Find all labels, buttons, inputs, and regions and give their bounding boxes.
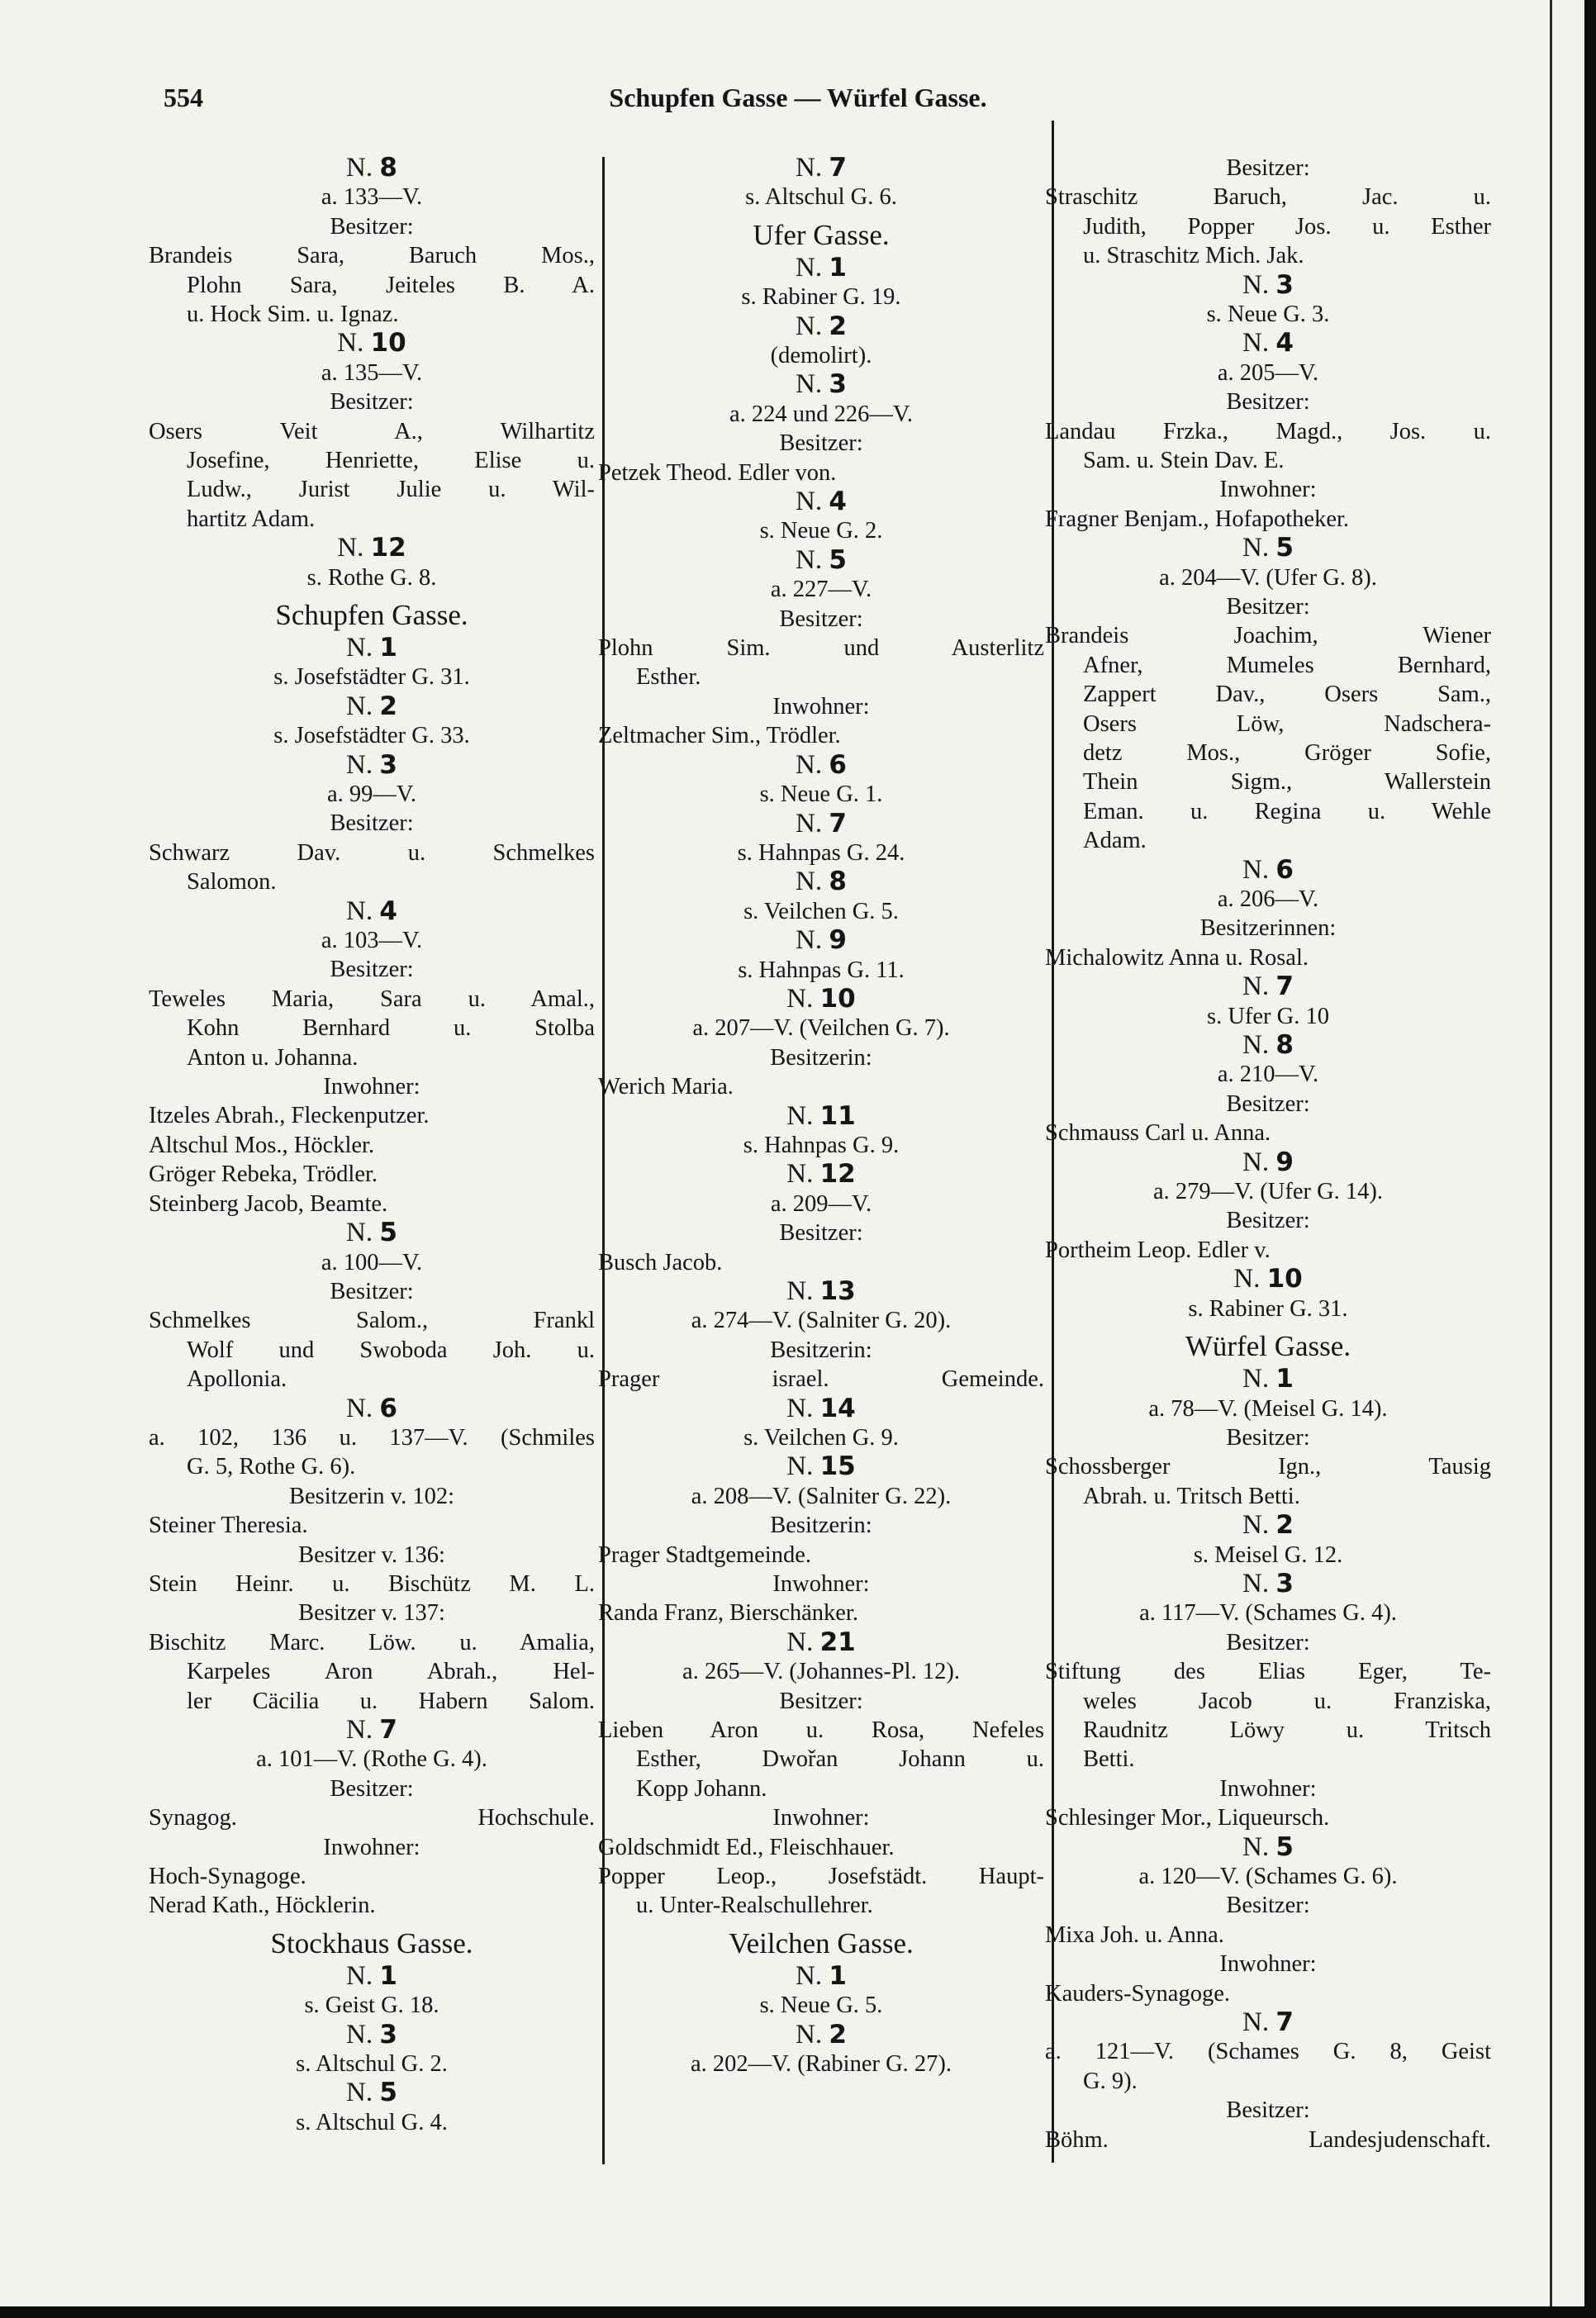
centered-line: a. 135—V.	[321, 359, 423, 386]
house-number: N. 8	[346, 154, 397, 183]
entry-line: Steinberg Jacob, Beamte.	[149, 1190, 388, 1217]
centered-line: a. 202—V. (Rabiner G. 27).	[690, 2051, 952, 2078]
centered-line: Inwohner:	[323, 1074, 420, 1100]
house-number: N. 9	[796, 926, 847, 956]
centered-line: Besitzer:	[1226, 155, 1310, 181]
centered-line: a. 206—V.	[1217, 886, 1319, 912]
house-number-value: 9	[1275, 1147, 1294, 1177]
column-middle	[598, 154, 1044, 2079]
house-number-value: 21	[819, 1627, 856, 1657]
house-number-value: 6	[829, 750, 847, 780]
centered-line: Besitzer:	[1226, 2097, 1310, 2124]
centered-line: a. 279—V. (Ufer G. 14).	[1152, 1179, 1384, 1205]
entry-line: Altschul Mos., Höckler.	[149, 1132, 375, 1158]
entry-continuation: G. 9).	[1083, 2068, 1138, 2094]
house-number: N. 9	[1242, 1147, 1294, 1177]
entry-line: Mixa Joh. u. Anna.	[1045, 1921, 1224, 1948]
centered-line: a. 204—V. (Ufer G. 8).	[1159, 564, 1377, 591]
entry-line: Lieben Aron u. Rosa, Nefeles	[598, 1717, 1044, 1744]
house-number-value: 5	[829, 545, 847, 575]
house-number: N. 5	[796, 545, 847, 575]
house-number-value: 7	[829, 154, 847, 183]
centered-line: a. 117—V. (Schames G. 4).	[1139, 1600, 1397, 1627]
house-number-value: 1	[1275, 1365, 1294, 1394]
entry-line: Böhm. Landesjudenschaft.	[1045, 2126, 1491, 2153]
centered-line: Inwohner:	[1219, 477, 1317, 503]
entry-line: Stein Heinr. u. Bischütz M. L.	[149, 1570, 595, 1597]
entry-continuation: hartitz Adam.	[187, 506, 316, 532]
centered-line: s. Hahnpas G. 11.	[738, 957, 905, 983]
house-number-value: 1	[829, 253, 847, 283]
house-number: N. 7	[346, 1715, 397, 1745]
house-number-value: 10	[819, 984, 856, 1014]
entry-line: Goldschmidt Ed., Fleischhauer.	[598, 1834, 895, 1860]
entry-line: a. 102, 136 u. 137—V. (Schmiles	[149, 1424, 595, 1451]
entry-line: Osers Veit A., Wilhartitz	[149, 418, 595, 444]
house-number-value: 6	[379, 1394, 397, 1423]
house-number: N. 5	[346, 1218, 397, 1248]
centered-line: Besitzerin:	[770, 1513, 872, 1539]
entry-line: Steiner Theresia.	[149, 1513, 308, 1539]
centered-line: a. 208—V. (Salniter G. 22).	[691, 1483, 952, 1509]
entry-line: Schwarz Dav. u. Schmelkes	[149, 839, 595, 866]
entry-line: Straschitz Baruch, Jac. u.	[1045, 184, 1491, 211]
centered-line: (demolirt).	[770, 343, 872, 369]
centered-line: Besitzer:	[330, 389, 414, 416]
house-number: N. 5	[346, 2078, 397, 2108]
house-number: N. 6	[346, 1394, 397, 1423]
house-number-value: 3	[829, 370, 847, 400]
house-number-value: 8	[829, 867, 847, 897]
entry-line: Gröger Rebeka, Trödler.	[149, 1161, 378, 1188]
column-left	[149, 154, 595, 2137]
house-number-value: 5	[1275, 1832, 1294, 1862]
house-number: N. 21	[786, 1627, 856, 1657]
entry-line: Synagog. Hochschule.	[149, 1805, 595, 1831]
centered-line: s. Altschul G. 4.	[296, 2109, 448, 2135]
entry-continuation: detz Mos., Gröger Sofie,	[1083, 740, 1491, 767]
entry-line: Nerad Kath., Höcklerin.	[149, 1893, 376, 1919]
entry-line: Stiftung des Elias Eger, Te-	[1045, 1659, 1491, 1685]
street-heading: Stockhaus Gasse.	[270, 1926, 473, 1959]
centered-line: s. Altschul G. 2.	[296, 2050, 448, 2077]
house-number: N. 3	[1242, 1569, 1294, 1598]
entry-line: Zeltmacher Sim., Trödler.	[598, 723, 841, 749]
centered-line: a. 227—V.	[770, 577, 872, 603]
entry-line: Landau Frzka., Magd., Jos. u.	[1045, 418, 1491, 444]
entry-continuation: Afner, Mumeles Bernhard,	[1083, 652, 1491, 678]
centered-line: a. 100—V.	[321, 1249, 423, 1275]
centered-line: Besitzer:	[330, 1775, 414, 1802]
centered-line: s. Geist G. 18.	[304, 1993, 439, 2019]
street-heading: Veilchen Gasse.	[729, 1926, 914, 1959]
entry-line: Randa Franz, Bierschänker.	[598, 1600, 858, 1627]
house-number: N. 10	[786, 984, 856, 1014]
house-number-value: 5	[379, 2078, 397, 2108]
house-number: N. 10	[337, 329, 406, 359]
house-number-value: 2	[829, 311, 847, 341]
entry-line: Teweles Maria, Sara u. Amal.,	[149, 986, 595, 1012]
house-number: N. 14	[786, 1394, 856, 1423]
entry-line: Brandeis Sara, Baruch Mos.,	[149, 243, 595, 269]
house-number: N. 6	[1242, 855, 1294, 885]
centered-line: Besitzer:	[1226, 1893, 1310, 1919]
house-number: N. 10	[1233, 1265, 1303, 1294]
centered-line: a. 209—V.	[770, 1190, 872, 1217]
house-number-value: 5	[379, 1218, 397, 1248]
house-number: N. 1	[346, 634, 397, 663]
centered-line: Besitzerin v. 102:	[289, 1483, 454, 1509]
entry-line: Petzek Theod. Edler von.	[598, 459, 837, 486]
centered-line: Besitzer:	[779, 606, 863, 632]
entry-continuation: Betti.	[1083, 1746, 1135, 1773]
centered-line: Besitzer v. 136:	[298, 1541, 445, 1568]
house-number-value: 9	[829, 926, 847, 956]
entry-continuation: Eman. u. Regina u. Wehle	[1083, 798, 1491, 824]
centered-line: s. Neue G. 5.	[759, 1993, 883, 2019]
centered-line: Inwohner:	[772, 1805, 870, 1831]
house-number: N. 3	[1242, 270, 1294, 300]
centered-line: s. Hahnpas G. 24.	[737, 839, 905, 866]
centered-line: Besitzer:	[330, 957, 414, 983]
entry-line: Itzeles Abrah., Fleckenputzer.	[149, 1103, 430, 1129]
entry-continuation: Abrah. u. Tritsch Betti.	[1083, 1483, 1300, 1509]
entry-line: Prager israel. Gemeinde.	[598, 1366, 1044, 1393]
house-number-value: 7	[1275, 2007, 1294, 2037]
house-number-value: 2	[1275, 1511, 1294, 1541]
centered-line: Besitzerinnen:	[1199, 915, 1337, 942]
entry-line: Bischitz Marc. Löw. u. Amalia,	[149, 1629, 595, 1655]
centered-line: a. 103—V.	[321, 928, 423, 954]
entry-continuation: Esther.	[636, 664, 701, 691]
centered-line: Inwohner:	[772, 1571, 870, 1598]
centered-line: a. 205—V.	[1217, 359, 1319, 386]
house-number-value: 3	[1275, 1569, 1294, 1598]
centered-line: s. Josefstädter G. 31.	[273, 664, 470, 691]
house-number-value: 4	[379, 896, 397, 926]
house-number: N. 4	[346, 896, 397, 926]
house-number: N. 1	[1242, 1365, 1294, 1394]
house-number-value: 8	[379, 154, 397, 183]
entry-continuation: Karpeles Aron Abrah., Hel-	[187, 1659, 595, 1685]
house-number: N. 7	[1242, 2007, 1294, 2037]
entry-continuation: Kopp Johann.	[636, 1775, 767, 1802]
house-number: N. 4	[1242, 329, 1294, 359]
house-number: N. 4	[796, 487, 847, 517]
centered-line: Inwohner:	[323, 1834, 420, 1860]
house-number-value: 2	[379, 691, 397, 721]
house-number: N. 3	[796, 370, 847, 400]
street-heading: Würfel Gasse.	[1185, 1330, 1351, 1363]
house-number: N. 1	[346, 1961, 397, 1991]
scan-border-right	[1584, 0, 1596, 2318]
page-number: 554	[164, 83, 203, 112]
entry-line: Schmauss Carl u. Anna.	[1045, 1120, 1271, 1147]
house-number: N. 15	[786, 1452, 856, 1482]
centered-line: s. Meisel G. 12.	[1193, 1541, 1343, 1568]
house-number-value: 1	[829, 1961, 847, 1991]
house-number-value: 2	[829, 2020, 847, 2050]
house-number-value: 7	[1275, 972, 1294, 1002]
centered-line: a. 210—V.	[1217, 1062, 1319, 1088]
centered-line: s. Neue G. 2.	[759, 518, 883, 544]
house-number: N. 12	[786, 1160, 856, 1190]
entry-continuation: Ludw., Jurist Julie u. Wil-	[187, 477, 595, 503]
entry-continuation: Raudnitz Löwy u. Tritsch	[1083, 1717, 1491, 1743]
centered-line: a. 78—V. (Meisel G. 14).	[1148, 1395, 1388, 1422]
house-number: N. 8	[796, 867, 847, 897]
house-number-value: 6	[1275, 855, 1294, 885]
centered-line: s. Rothe G. 8.	[306, 564, 437, 591]
centered-line: s. Neue G. 1.	[759, 781, 883, 808]
entry-continuation: Zappert Dav., Osers Sam.,	[1083, 682, 1491, 708]
house-number-value: 12	[819, 1160, 856, 1190]
street-heading: Ufer Gasse.	[753, 218, 890, 251]
centered-line: Besitzer:	[330, 810, 414, 837]
house-number: N. 2	[796, 311, 847, 341]
entry-continuation: ler Cäcilia u. Habern Salom.	[187, 1688, 595, 1714]
centered-line: s. Ufer G. 10	[1206, 1003, 1329, 1029]
house-number: N. 2	[1242, 1511, 1294, 1541]
entry-line: Busch Jacob.	[598, 1249, 723, 1275]
house-number: N. 5	[1242, 534, 1294, 563]
centered-line: Besitzer:	[1226, 1629, 1310, 1655]
centered-line: Besitzerin:	[770, 1044, 872, 1071]
house-number-value: 15	[819, 1452, 856, 1482]
entry-continuation: Esther, Dwořan Johann u.	[636, 1746, 1044, 1773]
house-number-value: 14	[819, 1394, 856, 1423]
house-number: N. 6	[796, 750, 847, 780]
entry-line: a. 121—V. (Schames G. 8, Geist	[1045, 2039, 1491, 2065]
entry-line: Portheim Leop. Edler v.	[1045, 1237, 1271, 1263]
house-number-value: 4	[1275, 329, 1294, 359]
centered-line: s. Altschul G. 6.	[745, 184, 897, 211]
house-number: N. 7	[796, 154, 847, 183]
house-number-value: 8	[1275, 1031, 1294, 1061]
house-number: N. 8	[1242, 1031, 1294, 1061]
centered-line: a. 207—V. (Veilchen G. 7).	[692, 1015, 950, 1042]
centered-line: Inwohner:	[1219, 1775, 1317, 1802]
entry-line: Popper Leop., Josefstädt. Haupt-	[598, 1864, 1044, 1890]
entry-continuation: Salomon.	[187, 869, 277, 895]
house-number: N. 2	[796, 2020, 847, 2050]
entry-continuation: u. Straschitz Mich. Jak.	[1083, 243, 1304, 269]
centered-line: Besitzer:	[779, 1220, 863, 1247]
scan-edge-line	[1550, 0, 1552, 2306]
centered-line: s. Rabiner G. 19.	[741, 284, 901, 311]
entry-line: Kauders-Synagoge.	[1045, 1980, 1230, 2007]
centered-line: a. 133—V.	[321, 184, 423, 211]
centered-line: a. 99—V.	[327, 781, 416, 808]
entry-line: Schlesinger Mor., Liqueursch.	[1045, 1805, 1330, 1831]
entry-continuation: u. Unter-Realschullehrer.	[636, 1893, 873, 1919]
house-number-value: 3	[379, 2020, 397, 2050]
entry-line: Werich Maria.	[598, 1074, 734, 1100]
house-number-value: 5	[1275, 534, 1294, 563]
entry-continuation: Wolf und Swoboda Joh. u.	[187, 1337, 595, 1363]
house-number: N. 3	[346, 2020, 397, 2050]
entry-continuation: Apollonia.	[187, 1366, 287, 1393]
house-number: N. 7	[796, 809, 847, 838]
entry-line: Michalowitz Anna u. Rosal.	[1045, 944, 1309, 971]
centered-line: s. Josefstädter G. 33.	[273, 723, 470, 749]
house-number-value: 10	[370, 329, 406, 359]
centered-line: Besitzer:	[1226, 389, 1310, 416]
entry-continuation: Judith, Popper Jos. u. Esther	[1083, 213, 1491, 240]
entry-continuation: weles Jacob u. Franziska,	[1083, 1688, 1491, 1714]
entry-line: Prager Stadtgemeinde.	[598, 1541, 812, 1568]
entry-line: Plohn Sim. und Austerlitz	[598, 635, 1044, 662]
house-number-value: 7	[379, 1715, 397, 1745]
house-number: N. 12	[337, 534, 406, 563]
entry-continuation: Thein Sigm., Wallerstein	[1083, 769, 1491, 796]
centered-line: Besitzer:	[1226, 1090, 1310, 1117]
entry-continuation: Anton u. Johanna.	[187, 1044, 359, 1071]
house-number: N. 1	[796, 1961, 847, 1991]
house-number-value: 1	[379, 1961, 397, 1991]
house-number: N. 7	[1242, 972, 1294, 1002]
centered-line: s. Veilchen G. 9.	[743, 1425, 899, 1451]
entry-continuation: Kohn Bernhard u. Stolba	[187, 1015, 595, 1042]
centered-line: s. Neue G. 3.	[1206, 302, 1330, 327]
house-number: N. 3	[346, 750, 397, 780]
house-number-value: 12	[370, 534, 406, 563]
centered-line: Besitzerin:	[770, 1337, 872, 1363]
centered-line: Besitzer:	[1226, 1424, 1310, 1451]
entry-continuation: u. Hock Sim. u. Ignaz.	[187, 302, 399, 327]
centered-line: s. Veilchen G. 5.	[743, 898, 899, 924]
house-number-value: 3	[379, 750, 397, 780]
centered-line: a. 224 und 226—V.	[729, 401, 913, 427]
scan-border-bottom	[0, 2306, 1596, 2318]
centered-line: Inwohner:	[1219, 1951, 1317, 1978]
house-number-value: 11	[819, 1101, 856, 1131]
house-number: N. 2	[346, 691, 397, 721]
centered-line: Besitzer:	[330, 1278, 414, 1304]
house-number: N. 11	[786, 1101, 856, 1131]
house-number-value: 13	[819, 1277, 856, 1307]
entry-continuation: Adam.	[1083, 828, 1147, 854]
entry-continuation: Josefine, Henriette, Elise u.	[187, 448, 595, 474]
house-number-value: 1	[379, 634, 397, 663]
house-number-value: 10	[1266, 1265, 1303, 1294]
entry-line: Schossberger Ign., Tausig	[1045, 1454, 1491, 1480]
column-right	[1045, 154, 1491, 2154]
house-number: N. 1	[796, 253, 847, 283]
centered-line: s. Rabiner G. 31.	[1188, 1295, 1348, 1322]
entry-line: Fragner Benjam., Hofapotheker.	[1045, 506, 1350, 532]
entry-continuation: G. 5, Rothe G. 6).	[187, 1454, 356, 1480]
centered-line: Besitzer:	[779, 1688, 863, 1714]
centered-line: Inwohner:	[772, 693, 870, 720]
house-number-value: 4	[829, 487, 847, 517]
centered-line: Besitzer:	[779, 430, 863, 457]
house-number: N. 5	[1242, 1832, 1294, 1862]
street-heading: Schupfen Gasse.	[275, 599, 468, 632]
centered-line: a. 265—V. (Johannes-Pl. 12).	[682, 1659, 960, 1685]
entry-line: Schmelkes Salom., Frankl	[149, 1308, 595, 1334]
page-title: Schupfen Gasse — Würfel Gasse.	[609, 83, 987, 112]
centered-line: Besitzer:	[1226, 594, 1310, 620]
entry-continuation: Osers Löw, Nadschera-	[1083, 710, 1491, 737]
entry-line: Hoch-Synagoge.	[149, 1863, 306, 1889]
entry-continuation: Plohn Sara, Jeiteles B. A.	[187, 272, 595, 298]
centered-line: Besitzer:	[330, 213, 414, 240]
centered-line: a. 101—V. (Rothe G. 4).	[256, 1746, 487, 1773]
house-number: N. 13	[786, 1277, 856, 1307]
house-number-value: 7	[829, 809, 847, 838]
entry-continuation: Sam. u. Stein Dav. E.	[1083, 448, 1285, 474]
centered-line: a. 274—V. (Salniter G. 20).	[691, 1308, 952, 1334]
centered-line: Besitzer:	[1226, 1208, 1310, 1234]
centered-line: Besitzer v. 137:	[298, 1600, 445, 1627]
centered-line: s. Hahnpas G. 9.	[743, 1132, 900, 1158]
house-number-value: 3	[1275, 270, 1294, 300]
centered-line: a. 120—V. (Schames G. 6).	[1138, 1863, 1398, 1889]
entry-line: Brandeis Joachim, Wiener	[1045, 623, 1491, 649]
